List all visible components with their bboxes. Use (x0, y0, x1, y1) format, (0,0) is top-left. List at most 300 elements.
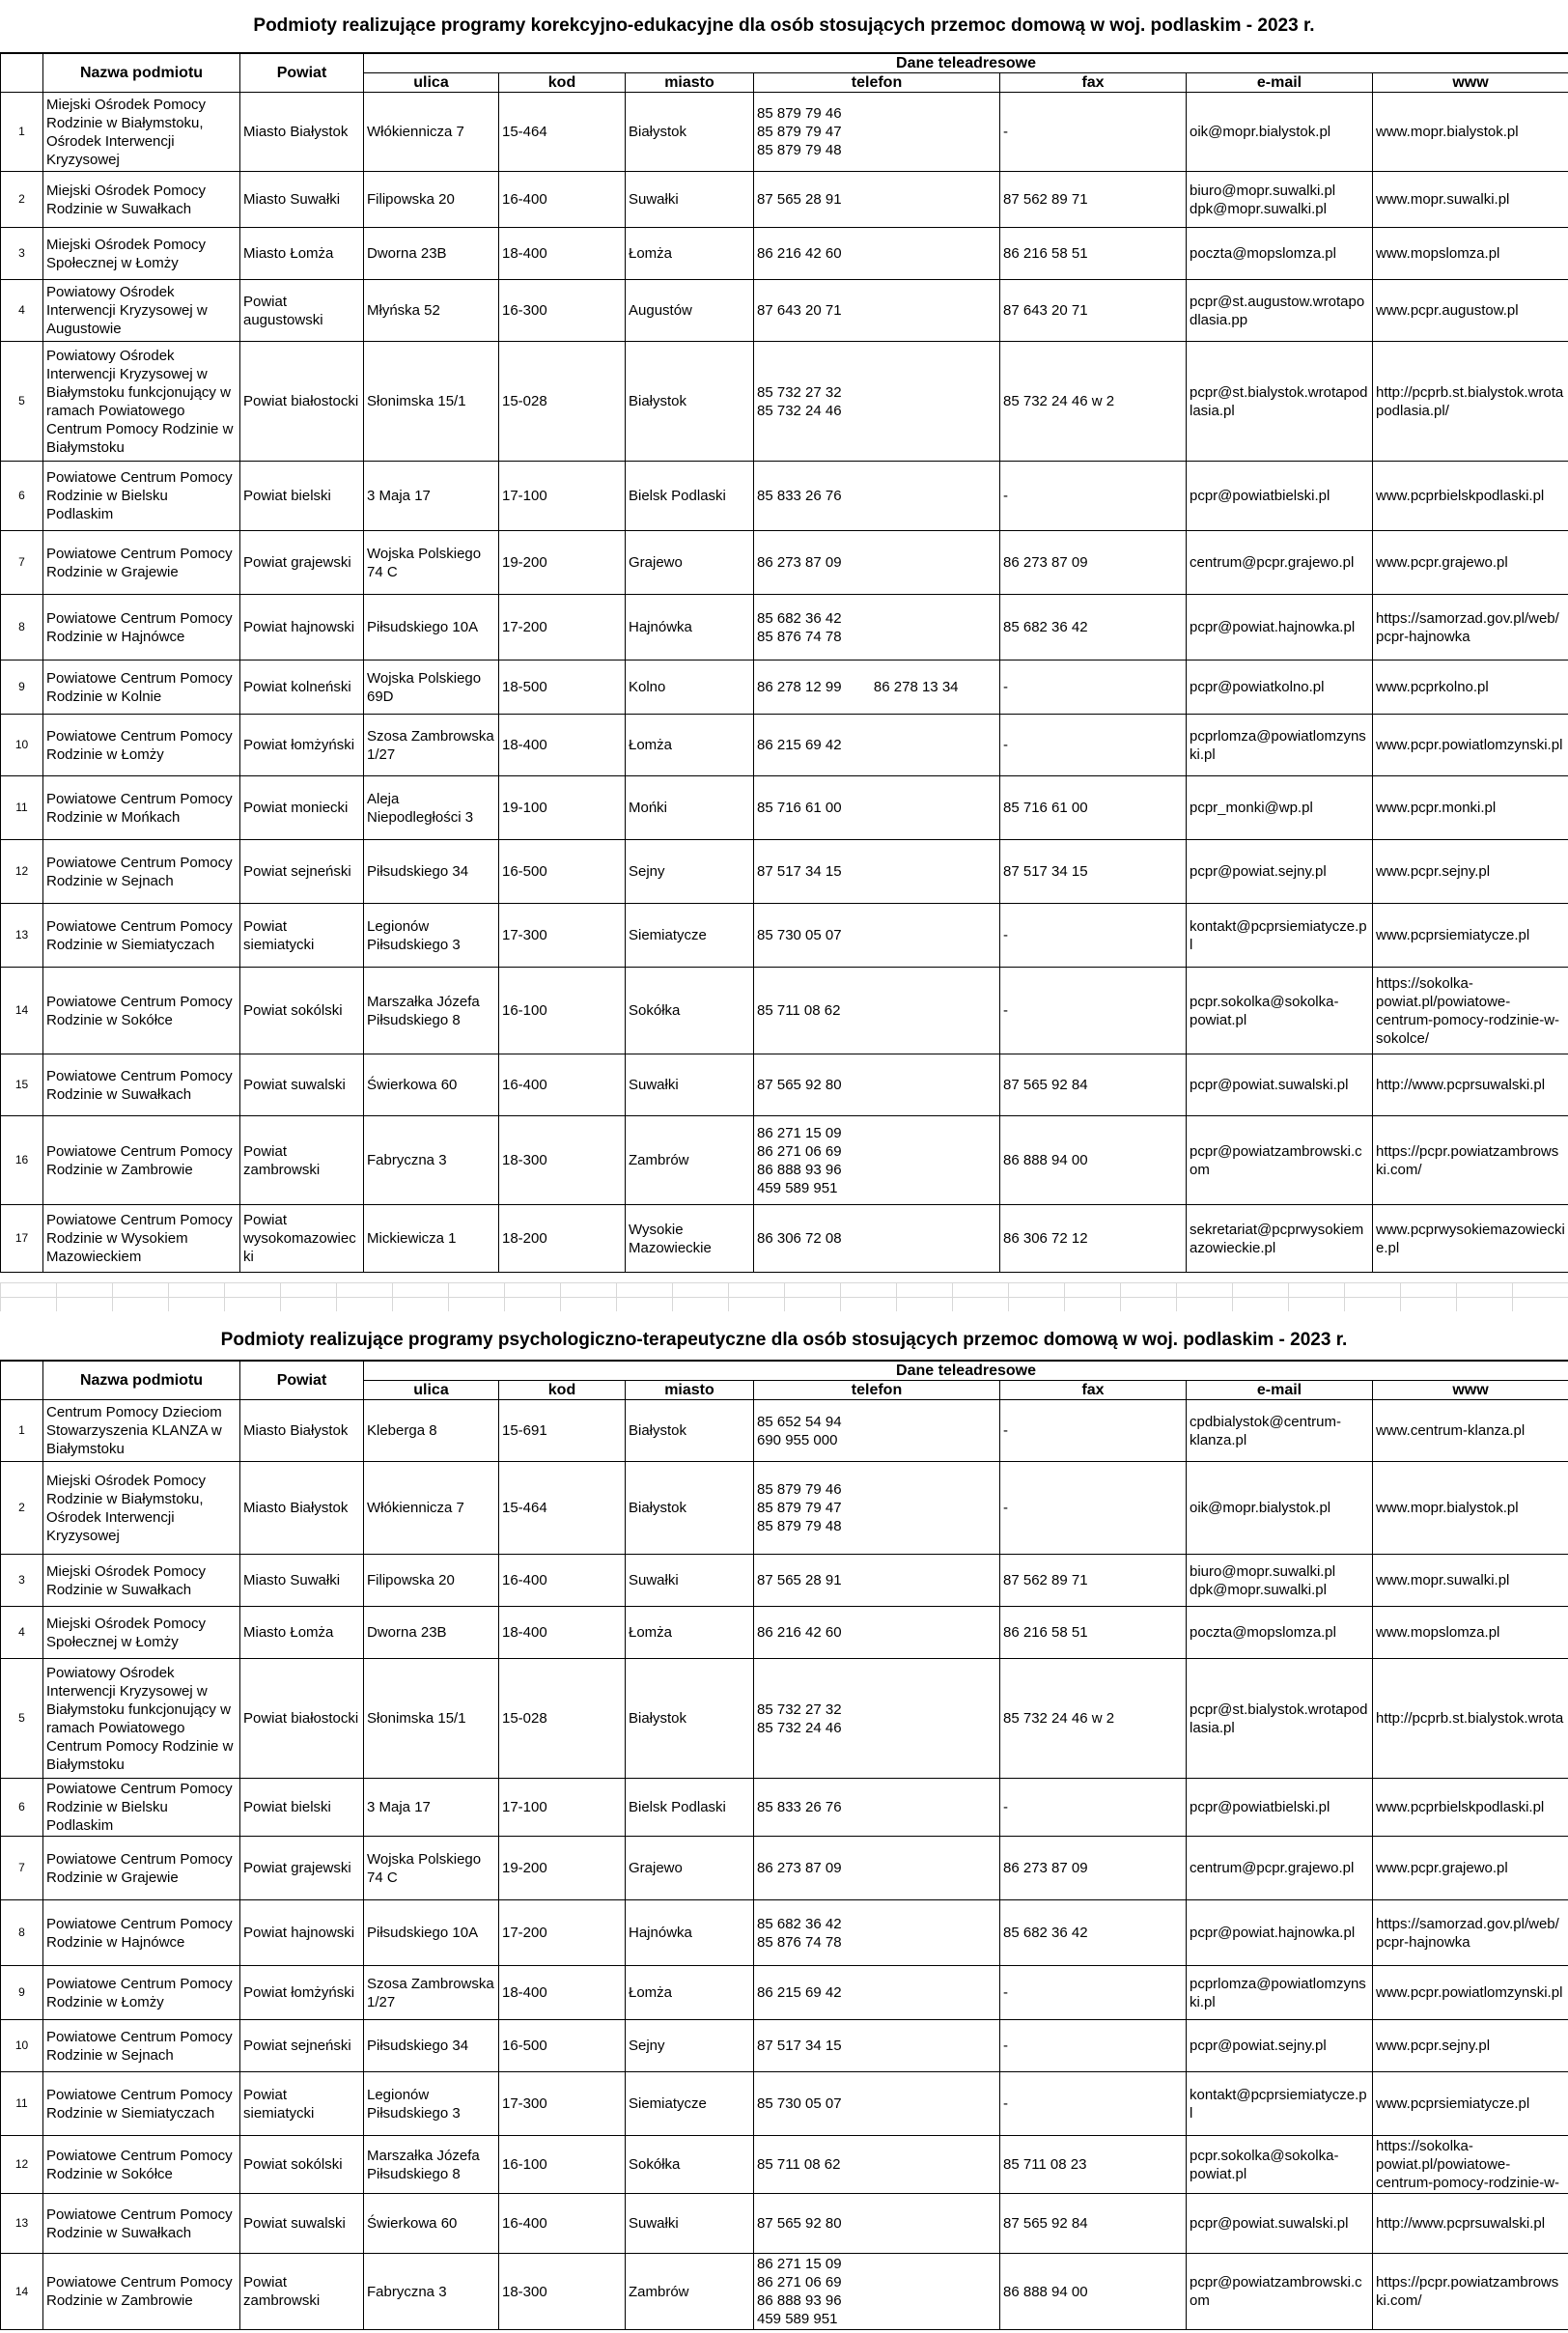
email-cell: pcpr@powiat.suwalski.pl (1187, 2194, 1373, 2254)
county-cell: Miasto Łomża (240, 228, 364, 280)
city-cell: Białystok (626, 1659, 754, 1779)
section2-title: Podmioty realizujące programy psychologiczno-terapeutyczne dla osób stosujących przemoc domową w woj. podlaskim - 2023 r. (220, 1330, 1348, 1350)
fax-cell: 86 216 58 51 (1000, 228, 1187, 280)
fax-cell: - (1000, 715, 1187, 776)
postal-code-cell: 17-300 (499, 904, 626, 968)
spreadsheet-gap (0, 1273, 1568, 1321)
postal-code-cell: 18-300 (499, 1116, 626, 1205)
postal-code-cell: 17-200 (499, 595, 626, 661)
col-header-contact: Dane teleadresowe (364, 53, 1568, 73)
row-number-cell: 10 (1, 2020, 43, 2072)
phone-cell: 86 271 15 09 86 271 06 69 86 888 93 96 459 589 951 (754, 1116, 1000, 1205)
postal-code-cell: 19-100 (499, 776, 626, 840)
entity-name-cell: Miejski Ośrodek Pomocy Rodzinie w Suwałkach (43, 1555, 240, 1607)
street-cell: Fabryczna 3 (364, 2254, 499, 2330)
street-cell: Piłsudskiego 34 (364, 2020, 499, 2072)
website-cell: https://sokolka-powiat.pl/powiatowe-centrum-pomocy-rodzinie-w-sokolce/ (1373, 968, 1568, 1054)
row-number-cell: 7 (1, 1837, 43, 1900)
city-cell: Bielsk Podlaski (626, 1779, 754, 1837)
col-header-name: Nazwa podmiotu (43, 1361, 240, 1400)
email-cell: poczta@mopslomza.pl (1187, 1607, 1373, 1659)
city-cell: Łomża (626, 715, 754, 776)
email-cell: pcprlomza@powiatlomzynski.pl (1187, 1966, 1373, 2020)
entity-name-cell: Miejski Ośrodek Pomocy Rodzinie w Białymstoku, Ośrodek Interwencji Kryzysowej (43, 93, 240, 172)
table-row (1, 1054, 1568, 1116)
phone-cell: 86 278 12 99 86 278 13 34 (754, 661, 1000, 715)
row-number-cell: 8 (1, 1900, 43, 1966)
entity-name-cell: Powiatowe Centrum Pomocy Rodzinie w Zambrowie (43, 1116, 240, 1205)
fax-cell: 85 732 24 46 w 2 (1000, 1659, 1187, 1779)
entity-name-cell: Powiatowe Centrum Pomocy Rodzinie w Bielsku Podlaskim (43, 462, 240, 531)
phone-cell: 85 711 08 62 (754, 968, 1000, 1054)
col-header-phone: telefon (754, 1381, 1000, 1400)
county-cell: Powiat białostocki (240, 342, 364, 462)
email-cell: biuro@mopr.suwalki.pl dpk@mopr.suwalki.pl (1187, 172, 1373, 228)
phone-cell: 85 730 05 07 (754, 2072, 1000, 2136)
table-row (1, 1900, 1568, 1966)
row-number-cell: 9 (1, 1966, 43, 2020)
street-cell: Szosa Zambrowska 1/27 (364, 1966, 499, 2020)
fax-cell: - (1000, 93, 1187, 172)
city-cell: Zambrów (626, 2254, 754, 2330)
email-cell: pcpr@powiatbielski.pl (1187, 1779, 1373, 1837)
city-cell: Łomża (626, 228, 754, 280)
street-cell: Słonimska 15/1 (364, 1659, 499, 1779)
col-header-email: e-mail (1187, 1381, 1373, 1400)
website-cell: www.pcprbielskpodlaski.pl (1373, 462, 1568, 531)
phone-cell: 86 273 87 09 (754, 1837, 1000, 1900)
table-row (1, 172, 1568, 228)
entity-name-cell: Powiatowe Centrum Pomocy Rodzinie w Suwałkach (43, 2194, 240, 2254)
street-cell: Szosa Zambrowska 1/27 (364, 715, 499, 776)
phone-cell: 85 732 27 32 85 732 24 46 (754, 342, 1000, 462)
fax-cell: - (1000, 661, 1187, 715)
website-cell: www.pcpr.grajewo.pl (1373, 531, 1568, 595)
fax-cell: 85 711 08 23 (1000, 2136, 1187, 2194)
table-row (1, 1116, 1568, 1205)
entity-name-cell: Powiatowy Ośrodek Interwencji Kryzysowej w Białymstoku funkcjonujący w ramach Powiatowego Centrum Pomocy Rodzinie w Białymstoku (43, 342, 240, 462)
street-cell: Marszałka Józefa Piłsudskiego 8 (364, 968, 499, 1054)
row-number-cell: 10 (1, 715, 43, 776)
street-cell: Dworna 23B (364, 1607, 499, 1659)
website-cell: www.pcprsiemiatycze.pl (1373, 2072, 1568, 2136)
row-number-cell: 16 (1, 1116, 43, 1205)
city-cell: Grajewo (626, 1837, 754, 1900)
city-cell: Sokółka (626, 968, 754, 1054)
email-cell: pcpr@powiatkolno.pl (1187, 661, 1373, 715)
phone-cell: 87 517 34 15 (754, 840, 1000, 904)
row-number-cell: 13 (1, 2194, 43, 2254)
county-cell: Miasto Białystok (240, 1462, 364, 1555)
city-cell: Siemiatycze (626, 2072, 754, 2136)
county-cell: Powiat kolneński (240, 661, 364, 715)
phone-cell: 85 730 05 07 (754, 904, 1000, 968)
postal-code-cell: 17-100 (499, 1779, 626, 1837)
col-header-city: miasto (626, 73, 754, 93)
row-number-cell: 4 (1, 1607, 43, 1659)
row-number-cell: 5 (1, 342, 43, 462)
website-cell: https://samorzad.gov.pl/web/pcpr-hajnowka (1373, 595, 1568, 661)
postal-code-cell: 17-100 (499, 462, 626, 531)
table-row (1, 1837, 1568, 1900)
entity-name-cell: Powiatowe Centrum Pomocy Rodzinie w Siemiatyczach (43, 904, 240, 968)
postal-code-cell: 19-200 (499, 1837, 626, 1900)
col-header-name: Nazwa podmiotu (43, 53, 240, 93)
fax-cell: - (1000, 1462, 1187, 1555)
street-cell: Piłsudskiego 10A (364, 595, 499, 661)
website-cell: www.centrum-klanza.pl (1373, 1400, 1568, 1462)
county-cell: Powiat sejneński (240, 2020, 364, 2072)
county-cell: Powiat augustowski (240, 280, 364, 342)
row-number-cell: 12 (1, 2136, 43, 2194)
col-header-www: www (1373, 73, 1568, 93)
table-row (1, 840, 1568, 904)
table-row (1, 93, 1568, 172)
row-number-cell: 1 (1, 1400, 43, 1462)
fax-cell: 85 716 61 00 (1000, 776, 1187, 840)
col-header-fax: fax (1000, 1381, 1187, 1400)
table-row (1, 228, 1568, 280)
phone-cell: 86 271 15 09 86 271 06 69 86 888 93 96 459 589 951 (754, 2254, 1000, 2330)
postal-code-cell: 19-200 (499, 531, 626, 595)
col-header-code: kod (499, 73, 626, 93)
street-cell: Filipowska 20 (364, 1555, 499, 1607)
phone-cell: 86 215 69 42 (754, 715, 1000, 776)
website-cell: www.pcpr.augustow.pl (1373, 280, 1568, 342)
section2-table (0, 1360, 1568, 2330)
phone-cell: 85 716 61 00 (754, 776, 1000, 840)
postal-code-cell: 16-400 (499, 1054, 626, 1116)
fax-cell: 87 517 34 15 (1000, 840, 1187, 904)
street-cell: Świerkowa 60 (364, 1054, 499, 1116)
row-number-cell: 4 (1, 280, 43, 342)
phone-cell: 85 711 08 62 (754, 2136, 1000, 2194)
table-row (1, 2020, 1568, 2072)
street-cell: 3 Maja 17 (364, 1779, 499, 1837)
entity-name-cell: Powiatowe Centrum Pomocy Rodzinie w Hajnówce (43, 1900, 240, 1966)
email-cell: pcpr@st.bialystok.wrotapodlasia.pl (1187, 342, 1373, 462)
county-cell: Powiat łomżyński (240, 715, 364, 776)
col-header-code: kod (499, 1381, 626, 1400)
county-cell: Powiat sejneński (240, 840, 364, 904)
phone-cell: 85 833 26 76 (754, 1779, 1000, 1837)
county-cell: Powiat moniecki (240, 776, 364, 840)
website-cell: www.pcprbielskpodlaski.pl (1373, 1779, 1568, 1837)
county-cell: Powiat wysokomazowiecki (240, 1205, 364, 1273)
street-cell: Mickiewicza 1 (364, 1205, 499, 1273)
email-cell: pcpr@st.augustow.wrotapodlasia.pp (1187, 280, 1373, 342)
website-cell: www.mopslomza.pl (1373, 228, 1568, 280)
section2-rows (1, 1400, 1568, 2330)
county-cell: Powiat grajewski (240, 531, 364, 595)
city-cell: Łomża (626, 1607, 754, 1659)
section1-rows (1, 93, 1568, 1273)
phone-cell: 87 565 28 91 (754, 172, 1000, 228)
entity-name-cell: Miejski Ośrodek Pomocy Społecznej w Łomży (43, 228, 240, 280)
table-row (1, 715, 1568, 776)
email-cell: pcpr.sokolka@sokolka-powiat.pl (1187, 2136, 1373, 2194)
county-cell: Miasto Łomża (240, 1607, 364, 1659)
postal-code-cell: 16-100 (499, 968, 626, 1054)
phone-cell: 87 643 20 71 (754, 280, 1000, 342)
email-cell: pcpr@powiat.hajnowka.pl (1187, 595, 1373, 661)
postal-code-cell: 18-400 (499, 1966, 626, 2020)
fax-cell: 87 562 89 71 (1000, 1555, 1187, 1607)
fax-cell: - (1000, 1400, 1187, 1462)
email-cell: centrum@pcpr.grajewo.pl (1187, 531, 1373, 595)
fax-cell: - (1000, 1779, 1187, 1837)
website-cell: www.pcprwysokiemazowieckie.pl (1373, 1205, 1568, 1273)
street-cell: Wojska Polskiego 69D (364, 661, 499, 715)
table-row (1, 342, 1568, 462)
postal-code-cell: 16-400 (499, 172, 626, 228)
table-row (1, 1205, 1568, 1273)
city-cell: Augustów (626, 280, 754, 342)
city-cell: Bielsk Podlaski (626, 462, 754, 531)
street-cell: Legionów Piłsudskiego 3 (364, 2072, 499, 2136)
website-cell: www.pcpr.powiatlomzynski.pl (1373, 715, 1568, 776)
phone-cell: 85 682 36 42 85 876 74 78 (754, 595, 1000, 661)
entity-name-cell: Powiatowe Centrum Pomocy Rodzinie w Łomży (43, 715, 240, 776)
phone-cell: 87 517 34 15 (754, 2020, 1000, 2072)
postal-code-cell: 18-200 (499, 1205, 626, 1273)
table-row (1, 2194, 1568, 2254)
website-cell: http://www.pcprsuwalski.pl (1373, 1054, 1568, 1116)
postal-code-cell: 16-500 (499, 2020, 626, 2072)
website-cell: www.mopr.bialystok.pl (1373, 93, 1568, 172)
row-number-cell: 8 (1, 595, 43, 661)
postal-code-cell: 15-464 (499, 93, 626, 172)
website-cell: https://samorzad.gov.pl/web/pcpr-hajnowka (1373, 1900, 1568, 1966)
col-header-county: Powiat (240, 53, 364, 93)
table-row (1, 1462, 1568, 1555)
fax-cell: - (1000, 2072, 1187, 2136)
county-cell: Powiat siemiatycki (240, 904, 364, 968)
city-cell: Hajnówka (626, 595, 754, 661)
fax-cell: 85 682 36 42 (1000, 595, 1187, 661)
entity-name-cell: Powiatowy Ośrodek Interwencji Kryzysowej w Augustowie (43, 280, 240, 342)
row-number-cell: 6 (1, 462, 43, 531)
city-cell: Hajnówka (626, 1900, 754, 1966)
entity-name-cell: Powiatowe Centrum Pomocy Rodzinie w Grajewie (43, 531, 240, 595)
email-cell: cpdbialystok@centrum-klanza.pl (1187, 1400, 1373, 1462)
fax-cell: - (1000, 968, 1187, 1054)
entity-name-cell: Powiatowe Centrum Pomocy Rodzinie w Sokółce (43, 2136, 240, 2194)
email-cell: pcpr@powiatzambrowski.com (1187, 1116, 1373, 1205)
street-cell: Wojska Polskiego 74 C (364, 1837, 499, 1900)
fax-cell: - (1000, 1966, 1187, 2020)
city-cell: Białystok (626, 342, 754, 462)
email-cell: pcpr@powiatzambrowski.com (1187, 2254, 1373, 2330)
table-row (1, 1400, 1568, 1462)
email-cell: kontakt@pcprsiemiatycze.pl (1187, 2072, 1373, 2136)
website-cell: www.mopr.bialystok.pl (1373, 1462, 1568, 1555)
street-cell: Fabryczna 3 (364, 1116, 499, 1205)
phone-cell: 85 682 36 42 85 876 74 78 (754, 1900, 1000, 1966)
row-number-cell: 6 (1, 1779, 43, 1837)
entity-name-cell: Powiatowe Centrum Pomocy Rodzinie w Siemiatyczach (43, 2072, 240, 2136)
col-header-city: miasto (626, 1381, 754, 1400)
phone-cell: 85 833 26 76 (754, 462, 1000, 531)
email-cell: biuro@mopr.suwalki.pl dpk@mopr.suwalki.pl (1187, 1555, 1373, 1607)
street-cell: Młyńska 52 (364, 280, 499, 342)
street-cell: Włókiennicza 7 (364, 93, 499, 172)
row-number-cell: 1 (1, 93, 43, 172)
entity-name-cell: Powiatowe Centrum Pomocy Rodzinie w Grajewie (43, 1837, 240, 1900)
postal-code-cell: 15-028 (499, 342, 626, 462)
entity-name-cell: Powiatowe Centrum Pomocy Rodzinie w Zambrowie (43, 2254, 240, 2330)
col-header-www: www (1373, 1381, 1568, 1400)
fax-cell: - (1000, 2020, 1187, 2072)
county-cell: Powiat suwalski (240, 2194, 364, 2254)
row-number-cell: 9 (1, 661, 43, 715)
website-cell: https://pcpr.powiatzambrowski.com/ (1373, 1116, 1568, 1205)
fax-cell: 86 273 87 09 (1000, 531, 1187, 595)
col-header-phone: telefon (754, 73, 1000, 93)
website-cell: www.pcprkolno.pl (1373, 661, 1568, 715)
email-cell: sekretariat@pcprwysokiemazowieckie.pl (1187, 1205, 1373, 1273)
fax-cell: 87 565 92 84 (1000, 1054, 1187, 1116)
city-cell: Suwałki (626, 1054, 754, 1116)
entity-name-cell: Powiatowe Centrum Pomocy Rodzinie w Mońkach (43, 776, 240, 840)
table-row (1, 968, 1568, 1054)
entity-name-cell: Miejski Ośrodek Pomocy Rodzinie w Białymstoku, Ośrodek Interwencji Kryzysowej (43, 1462, 240, 1555)
city-cell: Białystok (626, 1462, 754, 1555)
entity-name-cell: Powiatowe Centrum Pomocy Rodzinie w Łomży (43, 1966, 240, 2020)
section1-table (0, 52, 1568, 1273)
table-row (1, 280, 1568, 342)
email-cell: pcpr@powiat.hajnowka.pl (1187, 1900, 1373, 1966)
website-cell: www.mopr.suwalki.pl (1373, 1555, 1568, 1607)
website-cell: https://sokolka-powiat.pl/powiatowe-centrum-pomocy-rodzinie-w- (1373, 2136, 1568, 2194)
website-cell: https://pcpr.powiatzambrowski.com/ (1373, 2254, 1568, 2330)
postal-code-cell: 16-400 (499, 2194, 626, 2254)
postal-code-cell: 16-400 (499, 1555, 626, 1607)
entity-name-cell: Centrum Pomocy Dzieciom Stowarzyszenia KLANZA w Białymstoku (43, 1400, 240, 1462)
fax-cell: 87 643 20 71 (1000, 280, 1187, 342)
email-cell: kontakt@pcprsiemiatycze.pl (1187, 904, 1373, 968)
county-cell: Powiat suwalski (240, 1054, 364, 1116)
county-cell: Powiat bielski (240, 1779, 364, 1837)
phone-cell: 86 306 72 08 (754, 1205, 1000, 1273)
county-cell: Powiat bielski (240, 462, 364, 531)
street-cell: Marszałka Józefa Piłsudskiego 8 (364, 2136, 499, 2194)
col-header-street: ulica (364, 1381, 499, 1400)
postal-code-cell: 17-200 (499, 1900, 626, 1966)
table-row (1, 661, 1568, 715)
table-row (1, 2254, 1568, 2330)
table-row (1, 1555, 1568, 1607)
website-cell: www.pcpr.grajewo.pl (1373, 1837, 1568, 1900)
county-cell: Powiat białostocki (240, 1659, 364, 1779)
col-header-county: Powiat (240, 1361, 364, 1400)
city-cell: Suwałki (626, 172, 754, 228)
entity-name-cell: Powiatowe Centrum Pomocy Rodzinie w Bielsku Podlaskim (43, 1779, 240, 1837)
phone-cell: 86 216 42 60 (754, 1607, 1000, 1659)
fax-cell: 86 273 87 09 (1000, 1837, 1187, 1900)
website-cell: www.pcprsiemiatycze.pl (1373, 904, 1568, 968)
county-cell: Powiat grajewski (240, 1837, 364, 1900)
county-cell: Miasto Suwałki (240, 172, 364, 228)
row-number-cell: 17 (1, 1205, 43, 1273)
entity-name-cell: Powiatowe Centrum Pomocy Rodzinie w Sejnach (43, 2020, 240, 2072)
row-number-cell: 11 (1, 2072, 43, 2136)
email-cell: pcpr_monki@wp.pl (1187, 776, 1373, 840)
website-cell: http://www.pcprsuwalski.pl (1373, 2194, 1568, 2254)
county-cell: Powiat hajnowski (240, 1900, 364, 1966)
fax-cell: 86 216 58 51 (1000, 1607, 1187, 1659)
postal-code-cell: 18-400 (499, 715, 626, 776)
postal-code-cell: 18-400 (499, 1607, 626, 1659)
email-cell: poczta@mopslomza.pl (1187, 228, 1373, 280)
email-cell: pcpr@powiat.suwalski.pl (1187, 1054, 1373, 1116)
table-row (1, 1659, 1568, 1779)
phone-cell: 87 565 92 80 (754, 1054, 1000, 1116)
street-cell: Kleberga 8 (364, 1400, 499, 1462)
row-number-cell: 14 (1, 968, 43, 1054)
entity-name-cell: Powiatowe Centrum Pomocy Rodzinie w Kolnie (43, 661, 240, 715)
city-cell: Suwałki (626, 1555, 754, 1607)
row-number-cell: 3 (1, 228, 43, 280)
street-cell: 3 Maja 17 (364, 462, 499, 531)
entity-name-cell: Powiatowe Centrum Pomocy Rodzinie w Suwałkach (43, 1054, 240, 1116)
phone-cell: 86 273 87 09 (754, 531, 1000, 595)
row-number-cell: 15 (1, 1054, 43, 1116)
row-number-cell: 11 (1, 776, 43, 840)
email-cell: pcpr@powiat.sejny.pl (1187, 2020, 1373, 2072)
postal-code-cell: 17-300 (499, 2072, 626, 2136)
row-number-cell: 12 (1, 840, 43, 904)
entity-name-cell: Powiatowe Centrum Pomocy Rodzinie w Wysokiem Mazowieckiem (43, 1205, 240, 1273)
website-cell: http://pcprb.st.bialystok.wrotapodlasia.pl/ (1373, 342, 1568, 462)
entity-name-cell: Miejski Ośrodek Pomocy Rodzinie w Suwałkach (43, 172, 240, 228)
fax-cell: 86 888 94 00 (1000, 1116, 1187, 1205)
website-cell: www.pcpr.monki.pl (1373, 776, 1568, 840)
website-cell: www.mopr.suwalki.pl (1373, 172, 1568, 228)
email-cell: pcpr.sokolka@sokolka-powiat.pl (1187, 968, 1373, 1054)
email-cell: centrum@pcpr.grajewo.pl (1187, 1837, 1373, 1900)
table-row (1, 2072, 1568, 2136)
fax-cell: 86 888 94 00 (1000, 2254, 1187, 2330)
website-cell: www.pcpr.sejny.pl (1373, 840, 1568, 904)
section1-title: Podmioty realizujące programy korekcyjno-edukacyjne dla osób stosujących przemoc domową w woj. podlaskim - 2023 r. (253, 15, 1315, 36)
entity-name-cell: Powiatowe Centrum Pomocy Rodzinie w Sejnach (43, 840, 240, 904)
city-cell: Łomża (626, 1966, 754, 2020)
phone-cell: 85 879 79 46 85 879 79 47 85 879 79 48 (754, 1462, 1000, 1555)
postal-code-cell: 18-400 (499, 228, 626, 280)
city-cell: Grajewo (626, 531, 754, 595)
phone-cell: 85 652 54 94 690 955 000 (754, 1400, 1000, 1462)
email-cell: oik@mopr.bialystok.pl (1187, 1462, 1373, 1555)
county-cell: Powiat hajnowski (240, 595, 364, 661)
postal-code-cell: 15-028 (499, 1659, 626, 1779)
city-cell: Białystok (626, 93, 754, 172)
street-cell: Piłsudskiego 10A (364, 1900, 499, 1966)
city-cell: Kolno (626, 661, 754, 715)
street-cell: Dworna 23B (364, 228, 499, 280)
fax-cell: - (1000, 462, 1187, 531)
fax-cell: 85 682 36 42 (1000, 1900, 1187, 1966)
website-cell: www.mopslomza.pl (1373, 1607, 1568, 1659)
phone-cell: 85 732 27 32 85 732 24 46 (754, 1659, 1000, 1779)
street-cell: Wojska Polskiego 74 C (364, 531, 499, 595)
entity-name-cell: Miejski Ośrodek Pomocy Społecznej w Łomży (43, 1607, 240, 1659)
entity-name-cell: Powiatowe Centrum Pomocy Rodzinie w Hajnówce (43, 595, 240, 661)
city-cell: Białystok (626, 1400, 754, 1462)
fax-cell: 86 306 72 12 (1000, 1205, 1187, 1273)
row-number-cell: 2 (1, 172, 43, 228)
county-cell: Powiat łomżyński (240, 1966, 364, 2020)
